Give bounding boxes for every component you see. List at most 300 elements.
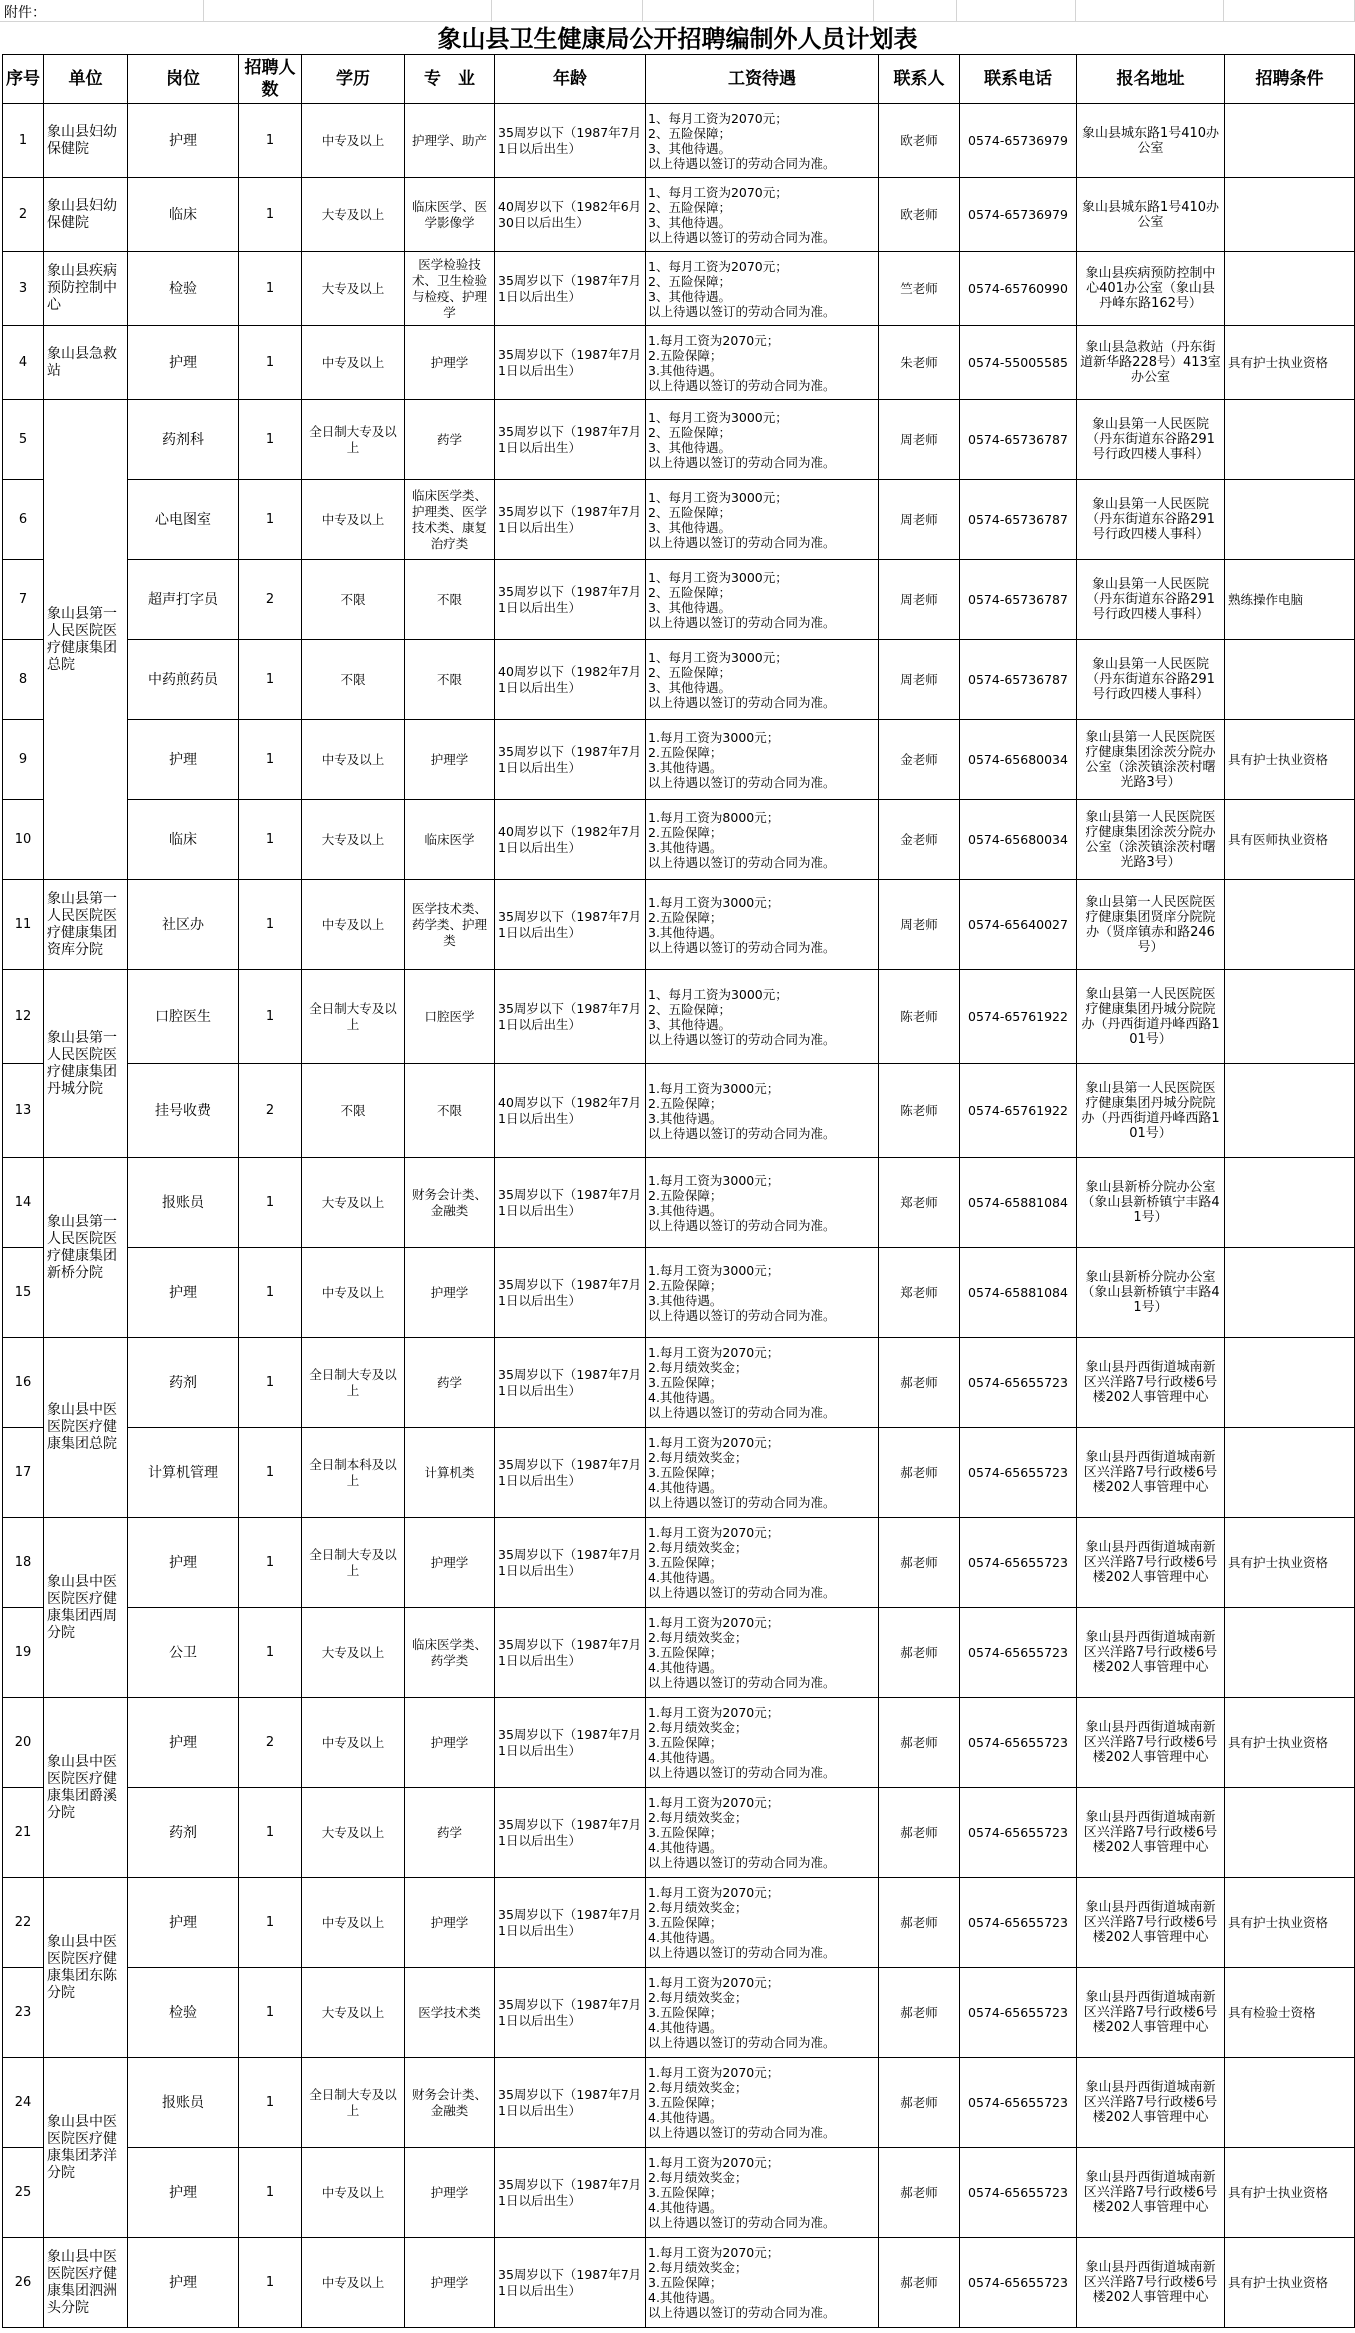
row-number-cell: 21 [3,1788,44,1878]
row-number-cell: 15 [3,1248,44,1338]
hire-count-cell: 1 [239,2238,302,2328]
contact-person-cell: 郝老师 [879,2238,960,2328]
contact-phone-cell: 0574-65655723 [960,2238,1077,2328]
age-requirement-cell: 35周岁以下（1987年7月1日以后出生） [495,2238,646,2328]
salary-terms-cell: 1、每月工资为3000元； 2、五险保障； 3、其他待遇。 以上待遇以签订的劳动合同为准。 [646,560,879,640]
column-header: 报名地址 [1077,55,1225,104]
salary-terms-cell: 1、每月工资为2070元； 2、五险保障； 3、其他待遇。 以上待遇以签订的劳动合同为准。 [646,178,879,252]
registration-address-cell: 象山县新桥分院办公室（象山县新桥镇宁丰路41号） [1077,1158,1225,1248]
registration-address-cell: 象山县第一人民医院医疗健康集团涂茨分院办公室（涂茨镇涂茨村曙光路3号） [1077,800,1225,880]
major-cell: 护理学、助产 [405,104,495,178]
salary-terms-cell: 1.每月工资为3000元； 2.五险保障； 3.其他待遇。 以上待遇以签订的劳动合同为准。 [646,1158,879,1248]
major-cell: 财务会计类、金融类 [405,2058,495,2148]
table-row [3,1968,1355,2058]
hire-count-cell: 1 [239,2058,302,2148]
contact-person-cell: 郝老师 [879,1428,960,1518]
table-row [3,1878,1355,1968]
post-name-cell: 心电图室 [128,480,239,560]
post-name-cell: 护理 [128,2238,239,2328]
registration-address-cell: 象山县第一人民医院（丹东街道东谷路291号行政四楼人事科） [1077,640,1225,720]
hire-count-cell: 2 [239,560,302,640]
salary-terms-cell: 1、每月工资为2070元； 2、五险保障； 3、其他待遇。 以上待遇以签订的劳动合同为准。 [646,252,879,326]
registration-address-cell: 象山县新桥分院办公室（象山县新桥镇宁丰路41号） [1077,1248,1225,1338]
row-number-cell: 7 [3,560,44,640]
row-number-cell: 22 [3,1878,44,1968]
hiring-condition-cell [1225,1338,1355,1428]
education-cell: 大专及以上 [302,800,405,880]
registration-address-cell: 象山县丹西街道城南新区兴洋路7号行政楼6号楼202人事管理中心 [1077,1338,1225,1428]
education-cell: 中专及以上 [302,1698,405,1788]
hire-count-cell: 1 [239,800,302,880]
column-header: 岗位 [128,55,239,104]
hiring-condition-cell [1225,1608,1355,1698]
contact-phone-cell: 0574-65655723 [960,1968,1077,2058]
salary-terms-cell: 1.每月工资为3000元； 2.五险保障； 3.其他待遇。 以上待遇以签订的劳动合同为准。 [646,880,879,970]
row-number-cell: 5 [3,400,44,480]
table-row [3,1064,1355,1158]
unit-cell: 象山县中医医院医疗健康集团茅洋分院 [44,2058,128,2238]
age-requirement-cell: 40周岁以下（1982年7月1日以后出生） [495,640,646,720]
unit-cell: 象山县疾病预防控制中心 [44,252,128,326]
row-number-cell: 11 [3,880,44,970]
post-name-cell: 护理 [128,104,239,178]
registration-address-cell: 象山县城东路1号410办公室 [1077,178,1225,252]
table-row [3,970,1355,1064]
row-number-cell: 4 [3,326,44,400]
hiring-condition-cell [1225,1428,1355,1518]
contact-person-cell: 周老师 [879,640,960,720]
contact-person-cell: 郝老师 [879,2148,960,2238]
contact-person-cell: 陈老师 [879,1064,960,1158]
education-cell: 大专及以上 [302,1968,405,2058]
table-row [3,1788,1355,1878]
post-name-cell: 检验 [128,1968,239,2058]
post-name-cell: 报账员 [128,2058,239,2148]
contact-person-cell: 郝老师 [879,1608,960,1698]
column-header: 单位 [44,55,128,104]
contact-phone-cell: 0574-65736787 [960,480,1077,560]
contact-phone-cell: 0574-65655723 [960,1608,1077,1698]
table-row [3,1338,1355,1428]
post-name-cell: 护理 [128,720,239,800]
registration-address-cell: 象山县急救站（丹东街道新华路228号）413室办公室 [1077,326,1225,400]
major-cell: 不限 [405,1064,495,1158]
hire-count-cell: 1 [239,1338,302,1428]
registration-address-cell: 象山县第一人民医院医疗健康集团贤庠分院院办（贤庠镇赤和路246号） [1077,880,1225,970]
major-cell: 计算机类 [405,1428,495,1518]
hiring-condition-cell: 具有护士执业资格 [1225,2238,1355,2328]
hiring-condition-cell [1225,2058,1355,2148]
attachment-label: 附件： [4,5,46,21]
row-number-cell: 18 [3,1518,44,1608]
registration-address-cell: 象山县丹西街道城南新区兴洋路7号行政楼6号楼202人事管理中心 [1077,2148,1225,2238]
recruitment-table [2,54,1355,2328]
table-row [3,2148,1355,2238]
education-cell: 中专及以上 [302,326,405,400]
education-cell: 全日制大专及以上 [302,970,405,1064]
hire-count-cell: 1 [239,1158,302,1248]
registration-address-cell: 象山县丹西街道城南新区兴洋路7号行政楼6号楼202人事管理中心 [1077,1428,1225,1518]
post-name-cell: 护理 [128,1518,239,1608]
registration-address-cell: 象山县丹西街道城南新区兴洋路7号行政楼6号楼202人事管理中心 [1077,1968,1225,2058]
major-cell: 药学 [405,400,495,480]
hiring-condition-cell [1225,1158,1355,1248]
contact-phone-cell: 0574-65655723 [960,1698,1077,1788]
major-cell: 护理学 [405,326,495,400]
contact-phone-cell: 0574-65761922 [960,1064,1077,1158]
contact-phone-cell: 0574-65881084 [960,1158,1077,1248]
unit-cell: 象山县妇幼保健院 [44,104,128,178]
contact-person-cell: 竺老师 [879,252,960,326]
registration-address-cell: 象山县丹西街道城南新区兴洋路7号行政楼6号楼202人事管理中心 [1077,2238,1225,2328]
contact-person-cell: 郝老师 [879,1338,960,1428]
table-body [3,104,1355,2328]
hire-count-cell: 1 [239,1428,302,1518]
age-requirement-cell: 35周岁以下（1987年7月1日以后出生） [495,252,646,326]
hire-count-cell: 1 [239,1968,302,2058]
contact-phone-cell: 0574-65640027 [960,880,1077,970]
contact-phone-cell: 0574-65655723 [960,1518,1077,1608]
registration-address-cell: 象山县第一人民医院医疗健康集团丹城分院院办（丹西街道丹峰西路101号） [1077,1064,1225,1158]
hire-count-cell: 1 [239,1788,302,1878]
post-name-cell: 药剂 [128,1788,239,1878]
post-name-cell: 中药煎药员 [128,640,239,720]
contact-person-cell: 欧老师 [879,178,960,252]
contact-person-cell: 金老师 [879,720,960,800]
salary-terms-cell: 1、每月工资为2070元； 2、五险保障； 3、其他待遇。 以上待遇以签订的劳动合同为准。 [646,104,879,178]
education-cell: 中专及以上 [302,1878,405,1968]
major-cell: 护理学 [405,720,495,800]
table-row [3,480,1355,560]
hiring-condition-cell: 具有护士执业资格 [1225,326,1355,400]
salary-terms-cell: 1.每月工资为3000元； 2.五险保障； 3.其他待遇。 以上待遇以签订的劳动合同为准。 [646,720,879,800]
table-row [3,560,1355,640]
hiring-condition-cell: 具有护士执业资格 [1225,720,1355,800]
age-requirement-cell: 35周岁以下（1987年7月1日以后出生） [495,1968,646,2058]
column-header: 联系人 [879,55,960,104]
hire-count-cell: 1 [239,252,302,326]
row-number-cell: 3 [3,252,44,326]
contact-person-cell: 金老师 [879,800,960,880]
contact-person-cell: 周老师 [879,480,960,560]
contact-phone-cell: 0574-65655723 [960,1878,1077,1968]
row-number-cell: 13 [3,1064,44,1158]
hiring-condition-cell: 具有护士执业资格 [1225,1878,1355,1968]
contact-phone-cell: 0574-65760990 [960,252,1077,326]
registration-address-cell: 象山县疾病预防控制中心401办公室（象山县丹峰东路162号） [1077,252,1225,326]
table-row [3,800,1355,880]
row-number-cell: 10 [3,800,44,880]
major-cell: 临床医学、医学影像学 [405,178,495,252]
salary-terms-cell: 1.每月工资为2070元； 2.每月绩效奖金； 3.五险保障； 4.其他待遇。 以上待遇以签订的劳动合同为准。 [646,2058,879,2148]
table-row [3,880,1355,970]
contact-person-cell: 郝老师 [879,1788,960,1878]
unit-cell: 象山县第一人民医院医疗健康集团丹城分院 [44,970,128,1158]
age-requirement-cell: 40周岁以下（1982年7月1日以后出生） [495,800,646,880]
major-cell: 药学 [405,1788,495,1878]
table-header-row [3,55,1355,104]
major-cell: 护理学 [405,2148,495,2238]
column-header: 年龄 [495,55,646,104]
contact-person-cell: 周老师 [879,880,960,970]
salary-terms-cell: 1、每月工资为3000元； 2、五险保障； 3、其他待遇。 以上待遇以签订的劳动合同为准。 [646,970,879,1064]
registration-address-cell: 象山县丹西街道城南新区兴洋路7号行政楼6号楼202人事管理中心 [1077,2058,1225,2148]
age-requirement-cell: 35周岁以下（1987年7月1日以后出生） [495,880,646,970]
hiring-condition-cell [1225,480,1355,560]
hiring-condition-cell: 具有护士执业资格 [1225,1518,1355,1608]
hire-count-cell: 1 [239,1608,302,1698]
table-row [3,2058,1355,2148]
major-cell: 不限 [405,640,495,720]
table-row [3,720,1355,800]
row-number-cell: 12 [3,970,44,1064]
table-row [3,1158,1355,1248]
education-cell: 全日制大专及以上 [302,2058,405,2148]
unit-cell: 象山县中医医院医疗健康集团西周分院 [44,1518,128,1698]
contact-phone-cell: 0574-65736979 [960,104,1077,178]
age-requirement-cell: 35周岁以下（1987年7月1日以后出生） [495,104,646,178]
contact-phone-cell: 0574-65881084 [960,1248,1077,1338]
hiring-condition-cell [1225,1788,1355,1878]
education-cell: 全日制大专及以上 [302,1338,405,1428]
post-name-cell: 口腔医生 [128,970,239,1064]
hiring-condition-cell [1225,880,1355,970]
hiring-condition-cell: 具有检验士资格 [1225,1968,1355,2058]
education-cell: 中专及以上 [302,1248,405,1338]
major-cell: 临床医学类、药学类 [405,1608,495,1698]
salary-terms-cell: 1.每月工资为3000元； 2.五险保障； 3.其他待遇。 以上待遇以签订的劳动合同为准。 [646,1248,879,1338]
hire-count-cell: 1 [239,178,302,252]
salary-terms-cell: 1.每月工资为8000元； 2.五险保障； 3.其他待遇。 以上待遇以签订的劳动合同为准。 [646,800,879,880]
hire-count-cell: 1 [239,970,302,1064]
contact-phone-cell: 0574-65736787 [960,640,1077,720]
education-cell: 不限 [302,560,405,640]
salary-terms-cell: 1.每月工资为2070元； 2.五险保障； 3.其他待遇。 以上待遇以签订的劳动合同为准。 [646,326,879,400]
post-name-cell: 护理 [128,1878,239,1968]
unit-cell: 象山县妇幼保健院 [44,178,128,252]
unit-cell: 象山县第一人民医院医疗健康集团资库分院 [44,880,128,970]
column-header: 学历 [302,55,405,104]
hire-count-cell: 1 [239,880,302,970]
row-number-cell: 17 [3,1428,44,1518]
column-header: 招聘人数 [239,55,302,104]
row-number-cell: 20 [3,1698,44,1788]
education-cell: 全日制本科及以上 [302,1428,405,1518]
contact-phone-cell: 0574-65680034 [960,720,1077,800]
education-cell: 中专及以上 [302,2238,405,2328]
education-cell: 中专及以上 [302,880,405,970]
row-number-cell: 1 [3,104,44,178]
contact-phone-cell: 0574-65761922 [960,970,1077,1064]
table-row [3,104,1355,178]
education-cell: 全日制大专及以上 [302,400,405,480]
salary-terms-cell: 1.每月工资为2070元； 2.每月绩效奖金； 3.五险保障； 4.其他待遇。 以上待遇以签订的劳动合同为准。 [646,1968,879,2058]
major-cell: 财务会计类、金融类 [405,1158,495,1248]
age-requirement-cell: 40周岁以下（1982年7月1日以后出生） [495,1064,646,1158]
row-number-cell: 19 [3,1608,44,1698]
hire-count-cell: 1 [239,720,302,800]
hire-count-cell: 1 [239,326,302,400]
row-number-cell: 6 [3,480,44,560]
age-requirement-cell: 35周岁以下（1987年7月1日以后出生） [495,720,646,800]
contact-person-cell: 郑老师 [879,1158,960,1248]
post-name-cell: 药剂科 [128,400,239,480]
salary-terms-cell: 1.每月工资为2070元； 2.每月绩效奖金； 3.五险保障； 4.其他待遇。 以上待遇以签订的劳动合同为准。 [646,1338,879,1428]
hiring-condition-cell: 熟练操作电脑 [1225,560,1355,640]
table-row [3,1608,1355,1698]
registration-address-cell: 象山县第一人民医院医疗健康集团涂茨分院办公室（涂茨镇涂茨村曙光路3号） [1077,720,1225,800]
column-header: 招聘条件 [1225,55,1355,104]
hiring-condition-cell [1225,640,1355,720]
salary-terms-cell: 1.每月工资为2070元； 2.每月绩效奖金； 3.五险保障； 4.其他待遇。 以上待遇以签订的劳动合同为准。 [646,1608,879,1698]
hiring-condition-cell [1225,104,1355,178]
registration-address-cell: 象山县第一人民医院（丹东街道东谷路291号行政四楼人事科） [1077,480,1225,560]
contact-phone-cell: 0574-65655723 [960,1338,1077,1428]
table-row [3,178,1355,252]
salary-terms-cell: 1.每月工资为2070元； 2.每月绩效奖金； 3.五险保障； 4.其他待遇。 以上待遇以签订的劳动合同为准。 [646,2148,879,2238]
contact-person-cell: 郝老师 [879,1878,960,1968]
registration-address-cell: 象山县丹西街道城南新区兴洋路7号行政楼6号楼202人事管理中心 [1077,1608,1225,1698]
age-requirement-cell: 35周岁以下（1987年7月1日以后出生） [495,400,646,480]
hiring-condition-cell [1225,1064,1355,1158]
contact-phone-cell: 0574-65736787 [960,560,1077,640]
salary-terms-cell: 1.每月工资为2070元； 2.每月绩效奖金； 3.五险保障； 4.其他待遇。 以上待遇以签订的劳动合同为准。 [646,1698,879,1788]
education-cell: 大专及以上 [302,252,405,326]
contact-person-cell: 郝老师 [879,1518,960,1608]
sheet-top-row [0,0,1355,22]
contact-phone-cell: 0574-65736787 [960,400,1077,480]
salary-terms-cell: 1、每月工资为3000元； 2、五险保障； 3、其他待遇。 以上待遇以签订的劳动合同为准。 [646,400,879,480]
contact-person-cell: 郑老师 [879,1248,960,1338]
major-cell: 药学 [405,1338,495,1428]
row-number-cell: 8 [3,640,44,720]
post-name-cell: 超声打字员 [128,560,239,640]
hire-count-cell: 1 [239,1878,302,1968]
row-number-cell: 9 [3,720,44,800]
table-row [3,1698,1355,1788]
hire-count-cell: 1 [239,640,302,720]
age-requirement-cell: 35周岁以下（1987年7月1日以后出生） [495,1878,646,1968]
table-row [3,1248,1355,1338]
registration-address-cell: 象山县第一人民医院（丹东街道东谷路291号行政四楼人事科） [1077,560,1225,640]
contact-phone-cell: 0574-65736979 [960,178,1077,252]
age-requirement-cell: 35周岁以下（1987年7月1日以后出生） [495,1428,646,1518]
salary-terms-cell: 1.每月工资为2070元； 2.每月绩效奖金； 3.五险保障； 4.其他待遇。 以上待遇以签订的劳动合同为准。 [646,1878,879,1968]
registration-address-cell: 象山县第一人民医院医疗健康集团丹城分院院办（丹西街道丹峰西路101号） [1077,970,1225,1064]
post-name-cell: 社区办 [128,880,239,970]
contact-phone-cell: 0574-65655723 [960,2058,1077,2148]
unit-cell: 象山县第一人民医院医疗健康集团新桥分院 [44,1158,128,1338]
post-name-cell: 护理 [128,1248,239,1338]
hiring-condition-cell [1225,178,1355,252]
contact-phone-cell: 0574-65680034 [960,800,1077,880]
salary-terms-cell: 1、每月工资为3000元； 2、五险保障； 3、其他待遇。 以上待遇以签订的劳动合同为准。 [646,480,879,560]
education-cell: 全日制大专及以上 [302,1518,405,1608]
table-row [3,326,1355,400]
major-cell: 口腔医学 [405,970,495,1064]
post-name-cell: 临床 [128,800,239,880]
table-row [3,640,1355,720]
age-requirement-cell: 35周岁以下（1987年7月1日以后出生） [495,1338,646,1428]
salary-terms-cell: 1.每月工资为3000元； 2.五险保障； 3.其他待遇。 以上待遇以签订的劳动合同为准。 [646,1064,879,1158]
major-cell: 医学技术类 [405,1968,495,2058]
table-row [3,1518,1355,1608]
age-requirement-cell: 35周岁以下（1987年7月1日以后出生） [495,1518,646,1608]
post-name-cell: 检验 [128,252,239,326]
post-name-cell: 计算机管理 [128,1428,239,1518]
education-cell: 中专及以上 [302,2148,405,2238]
post-name-cell: 护理 [128,1698,239,1788]
hire-count-cell: 1 [239,1248,302,1338]
contact-person-cell: 欧老师 [879,104,960,178]
unit-cell: 象山县中医医院医疗健康集团泗洲头分院 [44,2238,128,2328]
hiring-condition-cell: 具有护士执业资格 [1225,2148,1355,2238]
row-number-cell: 26 [3,2238,44,2328]
unit-cell: 象山县第一人民医院医疗健康集团总院 [44,400,128,880]
education-cell: 大专及以上 [302,1158,405,1248]
hiring-condition-cell [1225,1248,1355,1338]
hiring-condition-cell [1225,400,1355,480]
education-cell: 大专及以上 [302,178,405,252]
major-cell: 护理学 [405,1518,495,1608]
row-number-cell: 24 [3,2058,44,2148]
age-requirement-cell: 35周岁以下（1987年7月1日以后出生） [495,1608,646,1698]
education-cell: 中专及以上 [302,480,405,560]
unit-cell: 象山县中医医院医疗健康集团东陈分院 [44,1878,128,2058]
contact-person-cell: 周老师 [879,400,960,480]
age-requirement-cell: 35周岁以下（1987年7月1日以后出生） [495,326,646,400]
post-name-cell: 报账员 [128,1158,239,1248]
hire-count-cell: 1 [239,480,302,560]
age-requirement-cell: 35周岁以下（1987年7月1日以后出生） [495,560,646,640]
age-requirement-cell: 35周岁以下（1987年7月1日以后出生） [495,1788,646,1878]
contact-person-cell: 朱老师 [879,326,960,400]
education-cell: 不限 [302,1064,405,1158]
age-requirement-cell: 35周岁以下（1987年7月1日以后出生） [495,1158,646,1248]
row-number-cell: 14 [3,1158,44,1248]
registration-address-cell: 象山县丹西街道城南新区兴洋路7号行政楼6号楼202人事管理中心 [1077,1518,1225,1608]
unit-cell: 象山县中医医院医疗健康集团爵溪分院 [44,1698,128,1878]
post-name-cell: 挂号收费 [128,1064,239,1158]
contact-person-cell: 郝老师 [879,2058,960,2148]
post-name-cell: 药剂 [128,1338,239,1428]
hire-count-cell: 1 [239,2148,302,2238]
salary-terms-cell: 1.每月工资为2070元； 2.每月绩效奖金； 3.五险保障； 4.其他待遇。 以上待遇以签订的劳动合同为准。 [646,1428,879,1518]
age-requirement-cell: 35周岁以下（1987年7月1日以后出生） [495,1248,646,1338]
unit-cell: 象山县急救站 [44,326,128,400]
education-cell: 不限 [302,640,405,720]
age-requirement-cell: 35周岁以下（1987年7月1日以后出生） [495,2058,646,2148]
row-number-cell: 16 [3,1338,44,1428]
salary-terms-cell: 1.每月工资为2070元； 2.每月绩效奖金； 3.五险保障； 4.其他待遇。 以上待遇以签订的劳动合同为准。 [646,1788,879,1878]
contact-phone-cell: 0574-65655723 [960,2148,1077,2238]
hire-count-cell: 2 [239,1698,302,1788]
contact-person-cell: 郝老师 [879,1698,960,1788]
table-row [3,1428,1355,1518]
column-header: 工资待遇 [646,55,879,104]
row-number-cell: 25 [3,2148,44,2238]
major-cell: 护理学 [405,1878,495,1968]
post-name-cell: 公卫 [128,1608,239,1698]
contact-person-cell: 周老师 [879,560,960,640]
table-row [3,2238,1355,2328]
salary-terms-cell: 1.每月工资为2070元； 2.每月绩效奖金； 3.五险保障； 4.其他待遇。 以上待遇以签订的劳动合同为准。 [646,1518,879,1608]
major-cell: 医学检验技术、卫生检验与检疫、护理学 [405,252,495,326]
contact-person-cell: 陈老师 [879,970,960,1064]
hire-count-cell: 1 [239,1518,302,1608]
major-cell: 护理学 [405,2238,495,2328]
education-cell: 大专及以上 [302,1608,405,1698]
